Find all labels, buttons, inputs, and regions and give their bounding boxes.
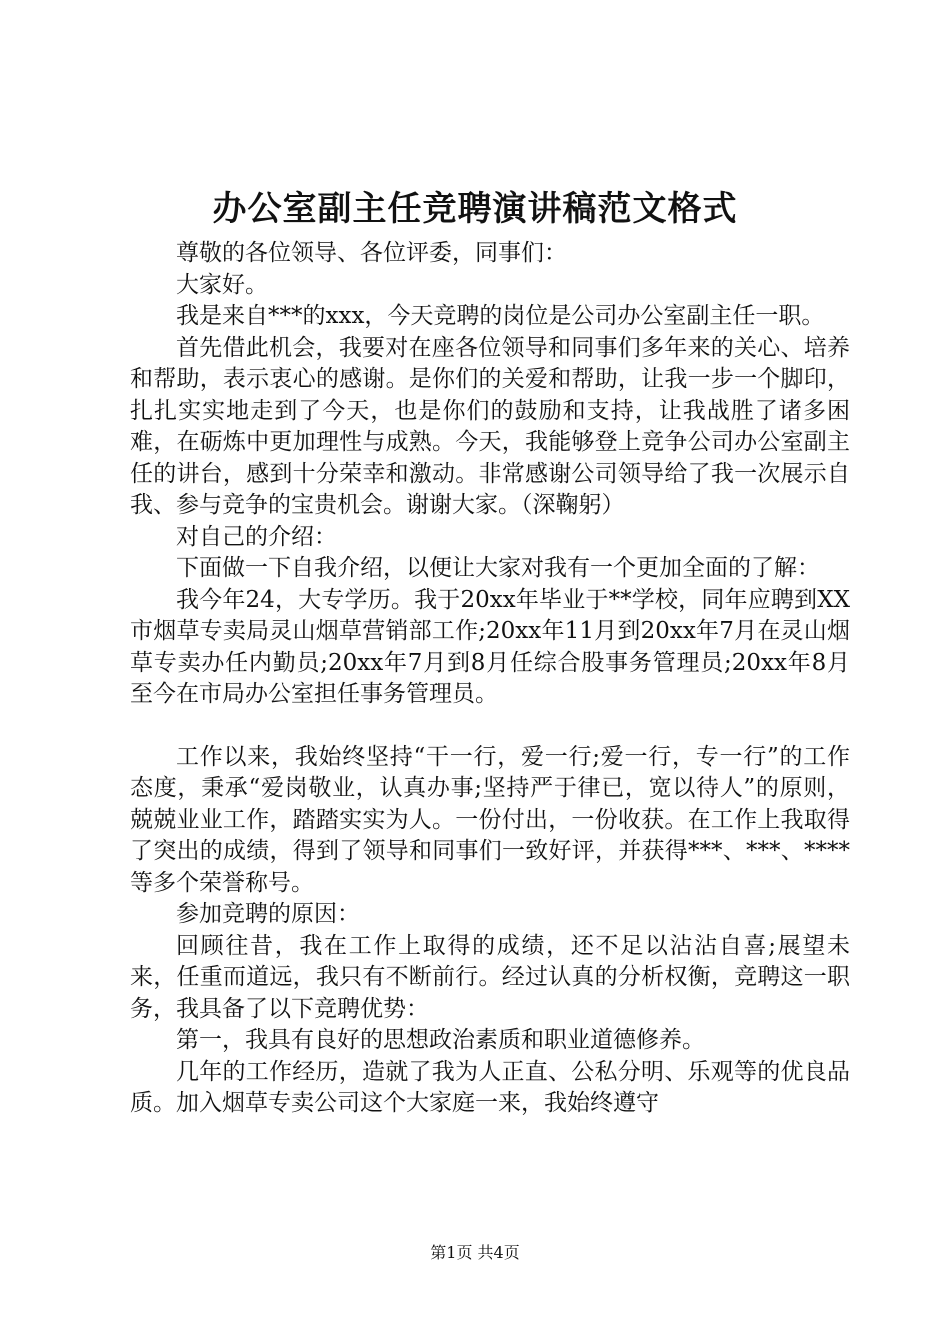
intro-paragraph: 我是来自***的xxx，今天竞聘的岗位是公司办公室副主任一职。 xyxy=(176,303,825,329)
first-advantage-paragraph: 第一，我具有良好的思想政治素质和职业道德修养。 xyxy=(176,1027,705,1053)
salutation-paragraph: 尊敬的各位领导、各位评委，同事们： xyxy=(176,240,567,266)
thanks-paragraph: 首先借此机会，我要对在座各位领导和同事们多年来的关心、培养和帮助，表示衷心的感谢。是你们的关爱和帮助，让我一步一个脚印，扎扎实实地走到了今天，也是你们的鼓励和支持，让我战胜了诸多困难，在砺炼中更加理性与成熟。今天，我能够登上竞争公司办公室副主任的讲台，感到十分荣幸和激动。非常感谢公司领导给了我一次展示自我、参与竞争的宝贵机会。谢谢大家。（深鞠躬） xyxy=(130,334,850,518)
self-intro-lead-paragraph: 下面做一下自我介绍，以便让大家对我有一个更加全面的了解： xyxy=(176,555,820,581)
document-title: 办公室副主任竞聘演讲稿范文格式 xyxy=(212,189,738,229)
document-body xyxy=(130,238,850,1120)
reasons-paragraph: 回顾往昔，我在工作上取得的成绩，还不足以沾沾自喜;展望未来，任重而道远，我只有不断前行。经过认真的分析权衡，竞聘这一职务，我具备了以下竞聘优势： xyxy=(130,932,850,1022)
self-intro-heading: 对自己的介绍： xyxy=(176,523,337,550)
work-attitude-paragraph: 工作以来，我始终坚持“干一行，爱一行;爱一行，专一行”的工作态度，秉承“爱岗敬业，认真办事;坚持严于律已，宽以待人”的原则，兢兢业业工作，踏踏实实为人。一份付出，一份收获。在工作上我取得了突出的成绩，得到了领导和同事们一致好评，并获得***、***、****等多个荣誉称号。 xyxy=(130,743,850,896)
resume-paragraph: 我今年24，大专学历。我于20xx年毕业于**学校，同年应聘到XX市烟草专卖局灵山烟草营销部工作;20xx年11月到20xx年7月在灵山烟草专卖办任内勤员;20xx年7月到8月任综合股事务管理员;20xx年8月至今在市局办公室担任事务管理员。 xyxy=(130,586,850,707)
greeting-paragraph: 大家好。 xyxy=(176,271,268,298)
reasons-heading: 参加竞聘的原因： xyxy=(176,901,360,927)
page-footer: 第1页 共4页 xyxy=(430,1243,520,1262)
experience-paragraph: 几年的工作经历，造就了我为人正直、公私分明、乐观等的优良品质。加入烟草专卖公司这个大家庭一来，我始终遵守 xyxy=(130,1058,850,1116)
